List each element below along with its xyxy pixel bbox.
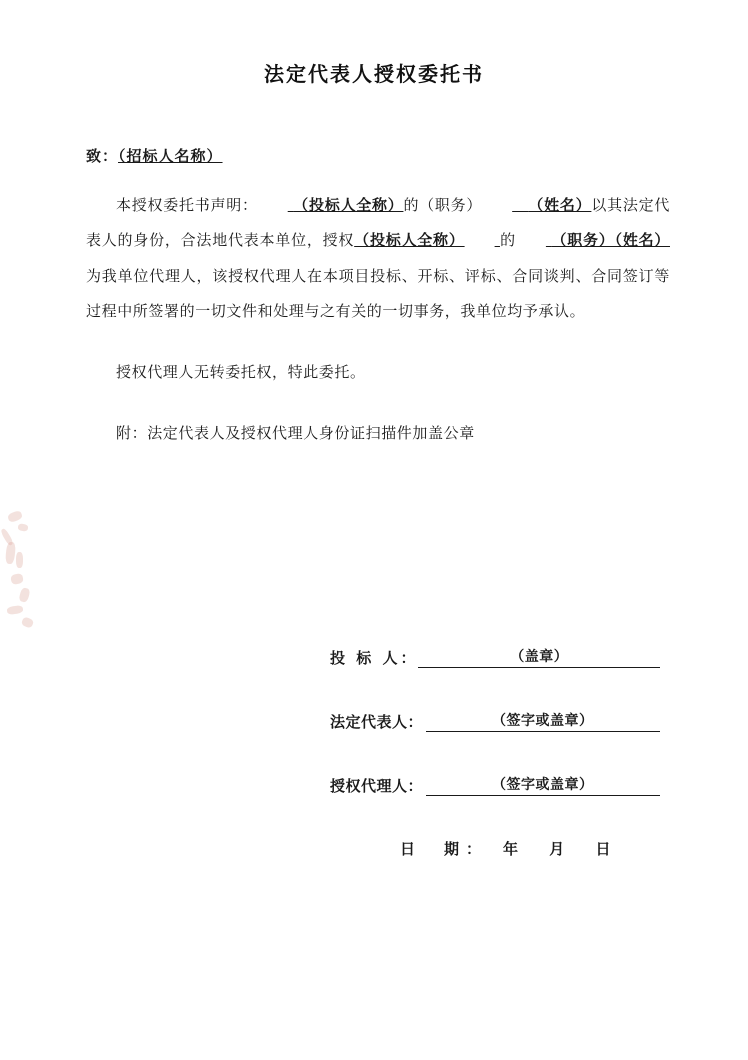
signature-row-legal-representative: [330, 710, 660, 732]
paragraph-declaration: [86, 188, 670, 329]
signature-field-legal-representative[interactable]: （签字或盖章）: [426, 710, 660, 732]
signature-label-authorized-agent: 授权代理人: [330, 777, 408, 795]
paragraph-no-sub-delegation: 授权代理人无转委托权，特此委托。: [116, 363, 366, 381]
date-row: [330, 838, 660, 859]
date-colon: ：: [466, 840, 482, 858]
signature-field-bidder[interactable]: （盖章）: [418, 646, 660, 668]
signature-label-legal-representative: 法定代表人: [330, 713, 408, 731]
addressee-line: [86, 145, 748, 166]
paragraph-attachment: 附：法定代表人及授权代理人身份证扫描件加盖公章: [116, 424, 475, 443]
p1-blank-bidder-name-2: （投标人全称）: [354, 231, 465, 250]
p1-blank-bidder-name-1: （投标人全称）: [293, 196, 404, 214]
p1-seg2: 的（职务）: [403, 196, 483, 214]
p1-seg1: 本授权委托书声明：: [116, 196, 258, 214]
signature-field-authorized-agent[interactable]: （签字或盖章）: [426, 774, 660, 796]
signature-colon-bidder: ：: [400, 649, 417, 667]
addressee-prefix: 致：: [86, 147, 119, 165]
date-fields[interactable]: 年 月 日: [503, 840, 624, 858]
date-label: 日 期: [400, 840, 467, 858]
signature-colon-legal-representative: ：: [407, 713, 424, 731]
signature-block: [330, 646, 660, 859]
page-title: 法定代表人授权委托书: [264, 62, 484, 86]
addressee-blank: （招标人名称）: [118, 147, 223, 165]
signature-row-authorized-agent: [330, 774, 660, 796]
p1-blank-person-name: （姓名）: [528, 196, 592, 214]
p1-seg4: 的: [499, 231, 516, 250]
p1-seg5: 为我单位代理人，该授权代理人在本项目投标、开标、评标、合同谈判、合同签订等过程中所签署的一切文件和处理与之有关的一切事务，我单位均予承认。: [86, 266, 670, 320]
signature-label-bidder: 投 标 人: [330, 649, 401, 667]
signature-row-bidder: [330, 646, 660, 668]
p1-blank-title-name: （职务）（姓名）: [551, 231, 670, 250]
document-page: [0, 58, 748, 1060]
signature-colon-authorized-agent: ：: [407, 777, 424, 795]
red-seal-stamp-remnant: [2, 508, 48, 638]
p1-seg3: 以其法定代表人的身份，合法地代表本单位，授权: [86, 196, 670, 250]
body-text: [86, 188, 670, 452]
